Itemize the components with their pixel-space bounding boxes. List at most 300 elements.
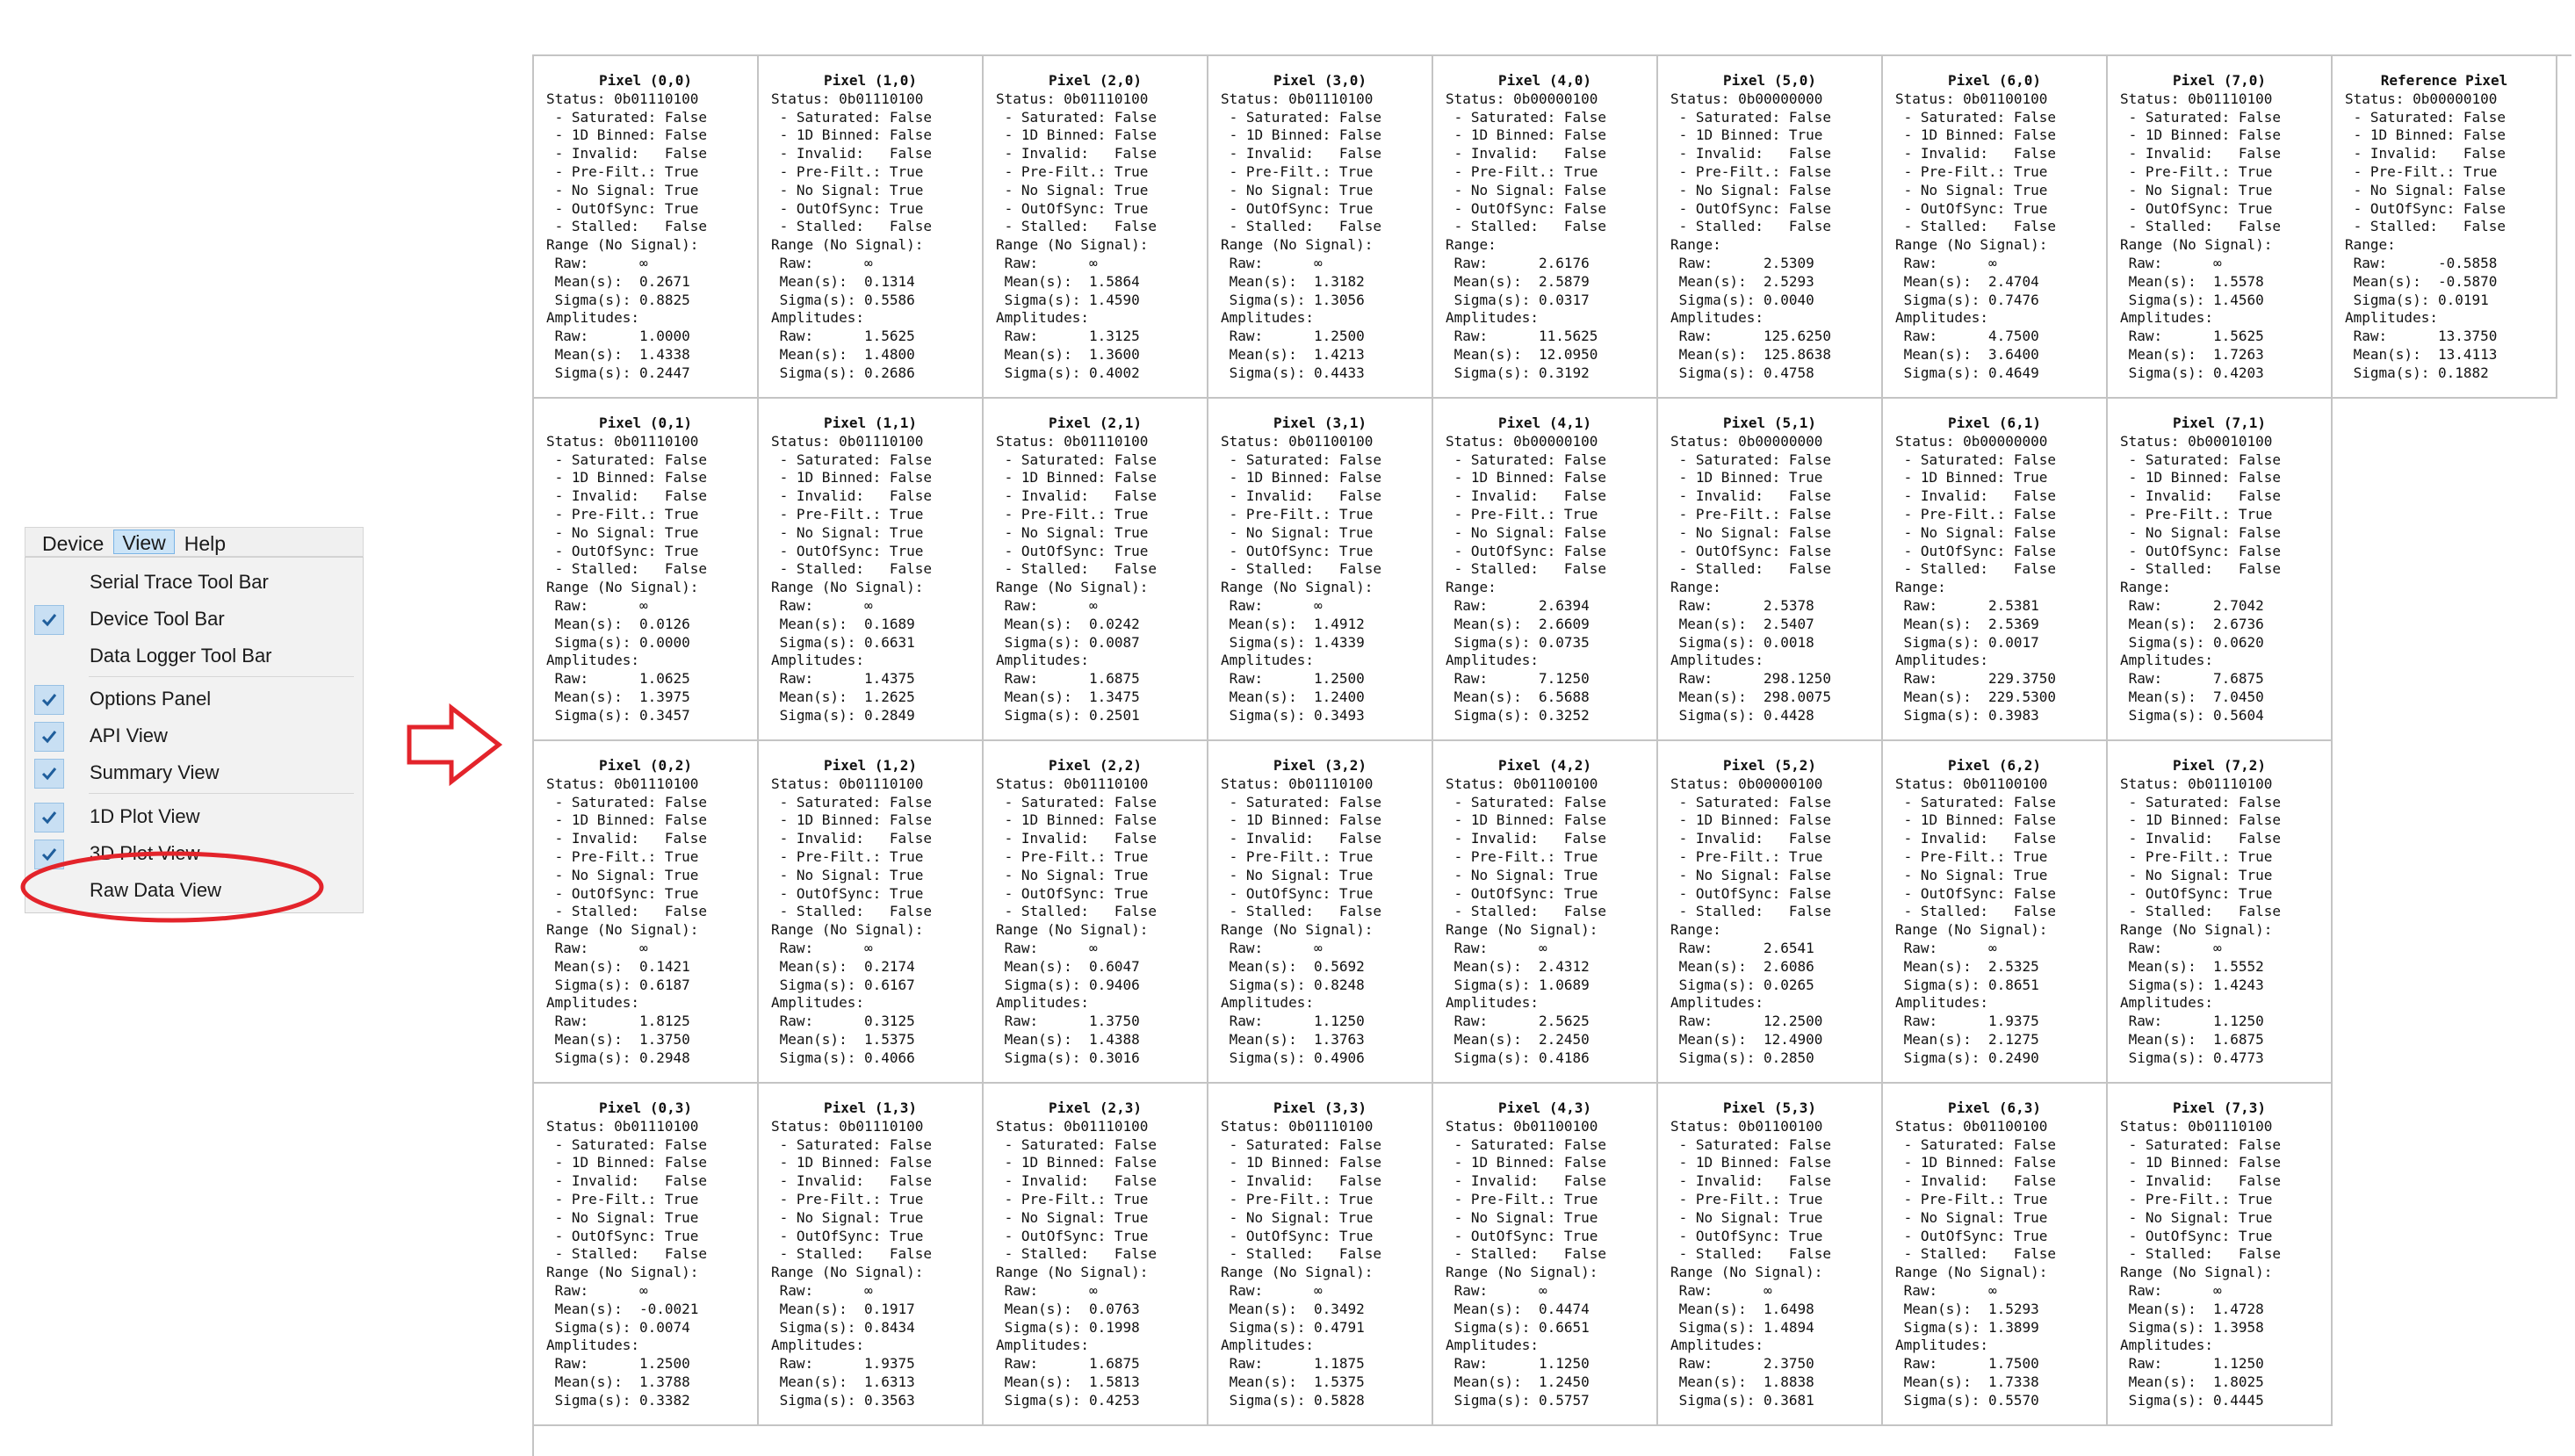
- field-label: Sigma(s):: [1895, 706, 1988, 724]
- pixel-field: [1221, 994, 1432, 1013]
- field-value: 0.0000: [638, 633, 690, 651]
- field-label: Raw:: [2120, 1013, 2213, 1030]
- field-label: Sigma(s):: [1895, 1391, 1988, 1409]
- menu-view[interactable]: View: [113, 530, 174, 554]
- pixel-field: [2345, 218, 2556, 236]
- menu-item-api-view[interactable]: [25, 719, 363, 754]
- field-label: Mean(s):: [1670, 615, 1764, 632]
- field-label: - Stalled:: [546, 218, 665, 235]
- field-label: Mean(s):: [1221, 957, 1314, 975]
- field-label: - Saturated:: [1670, 793, 1789, 811]
- field-value: 0.0265: [1763, 976, 1814, 993]
- field-label: - Saturated:: [1221, 450, 1339, 468]
- field-label: - OutOfSync:: [996, 199, 1114, 217]
- pixel-field: [1895, 977, 2106, 995]
- field-value: ∞: [2212, 1281, 2222, 1299]
- field-label: Status:: [1221, 432, 1289, 450]
- field-value: 0b01100100: [1288, 432, 1374, 450]
- field-value: True: [2238, 1208, 2273, 1226]
- pixel-field: [1446, 1013, 1656, 1031]
- field-value: 1.4894: [1763, 1318, 1814, 1336]
- menu-item-label: Options Panel: [90, 688, 212, 710]
- field-value: Range (No Signal):: [771, 921, 924, 939]
- pixel-field: [546, 255, 757, 273]
- menu-item-3d-plot-view[interactable]: [25, 837, 363, 872]
- field-value: 0.0735: [1538, 633, 1590, 651]
- field-value: True: [1338, 1190, 1374, 1207]
- field-value: 1.3788: [638, 1373, 690, 1390]
- pixel-field: [1446, 1154, 1656, 1172]
- pixel-field: [1446, 579, 1656, 597]
- field-label: - No Signal:: [1670, 181, 1789, 198]
- pixel-title: Pixel (6,2): [1948, 757, 2041, 774]
- field-value: False: [1338, 1135, 1382, 1153]
- field-label: - Saturated:: [2345, 108, 2463, 126]
- field-value: 2.4704: [1987, 272, 2039, 290]
- field-label: Mean(s):: [2120, 1030, 2213, 1048]
- field-label: - Invalid:: [771, 1172, 890, 1190]
- pixel-field: [1446, 506, 1656, 524]
- pixel-field: [2120, 543, 2331, 561]
- field-value: True: [1563, 1208, 1598, 1226]
- field-value: 12.2500: [1763, 1013, 1823, 1030]
- field-value: 0.3192: [1538, 364, 1590, 381]
- pixel-field: [1221, 182, 1432, 200]
- menu-item-options-panel[interactable]: [25, 682, 363, 717]
- pixel-field: [996, 145, 1207, 163]
- field-value: 1.3750: [638, 1030, 690, 1048]
- field-label: - Invalid:: [1670, 487, 1789, 505]
- field-label: Mean(s):: [1670, 957, 1764, 975]
- field-value: False: [1788, 866, 1832, 883]
- field-label: Sigma(s):: [771, 364, 864, 381]
- field-label: - OutOfSync:: [2120, 542, 2239, 559]
- field-value: False: [1563, 811, 1607, 829]
- pixel-field: [1670, 487, 1881, 506]
- field-label: - Stalled:: [1446, 903, 1564, 920]
- field-label: Mean(s):: [1221, 272, 1314, 290]
- pixel-field: [1221, 543, 1432, 561]
- field-value: 0.5757: [1538, 1391, 1590, 1409]
- field-value: 229.3750: [1987, 670, 2057, 688]
- field-value: 2.6736: [2212, 615, 2264, 632]
- field-label: Status:: [1895, 775, 1964, 792]
- field-value: False: [664, 830, 708, 847]
- field-value: 0.8651: [1987, 976, 2039, 993]
- field-value: True: [889, 181, 924, 198]
- menu-item-label: API View: [90, 724, 168, 746]
- field-label: - Saturated:: [1221, 108, 1339, 126]
- menu-item-summary-view[interactable]: [25, 756, 363, 791]
- field-value: False: [889, 1154, 933, 1171]
- pixel-field: [1895, 109, 2106, 127]
- pixel-field: [771, 1013, 982, 1031]
- field-value: False: [664, 1172, 708, 1190]
- pixel-field: [1446, 597, 1656, 616]
- pixel-field: [771, 794, 982, 812]
- field-value: 0.5692: [1313, 957, 1365, 975]
- pixel-field: [996, 1013, 1207, 1031]
- field-label: Sigma(s):: [771, 976, 864, 993]
- field-value: 0b01110100: [839, 1117, 924, 1135]
- menu-item-raw-data-view[interactable]: [25, 874, 363, 909]
- field-label: - No Signal:: [1895, 1208, 2014, 1226]
- field-value: 0b01110100: [839, 90, 924, 107]
- field-value: 2.7042: [2212, 596, 2264, 614]
- pixel-field: [1895, 1337, 2106, 1355]
- field-label: Mean(s):: [2120, 272, 2213, 290]
- menu-item-1d-plot-view[interactable]: [25, 800, 363, 835]
- field-label: - Stalled:: [1221, 903, 1339, 920]
- pixel-field: [1670, 273, 1881, 292]
- field-label: Amplitudes:: [1221, 309, 1314, 327]
- field-label: - Saturated:: [771, 450, 890, 468]
- field-value: False: [1788, 145, 1832, 162]
- field-label: - Pre-Filt.:: [996, 162, 1114, 180]
- pixel-field: [996, 292, 1207, 310]
- pixel-field: [546, 1301, 757, 1319]
- field-value: True: [2013, 866, 2048, 883]
- field-value: False: [2013, 487, 2057, 505]
- field-label: - Saturated:: [2120, 108, 2239, 126]
- field-label: - Invalid:: [771, 145, 890, 162]
- pixel-field: [2345, 200, 2556, 219]
- field-value: False: [1788, 1172, 1832, 1190]
- pixel-field: [771, 309, 982, 328]
- field-label: - OutOfSync:: [2345, 199, 2463, 217]
- field-label: - 1D Binned:: [546, 126, 665, 144]
- field-label: - Pre-Filt.:: [2120, 162, 2239, 180]
- field-label: Mean(s):: [546, 615, 639, 632]
- field-label: Raw:: [996, 1281, 1089, 1299]
- field-value: 1.3958: [2212, 1318, 2264, 1336]
- pixel-field: [1221, 1373, 1432, 1392]
- field-label: Status:: [1446, 1117, 1514, 1135]
- field-label: Raw:: [1670, 1355, 1764, 1373]
- pixel-field: [546, 1392, 757, 1410]
- field-value: True: [889, 884, 924, 902]
- field-value: ∞: [1313, 1281, 1323, 1299]
- field-label: Mean(s):: [1446, 1030, 1539, 1048]
- field-value: 1.8838: [1763, 1373, 1814, 1390]
- field-label: - Stalled:: [996, 560, 1114, 578]
- field-label: - OutOfSync:: [1670, 1227, 1789, 1244]
- pixel-cell: [2108, 741, 2333, 1084]
- pixel-field: [771, 579, 982, 597]
- pixel-field: [546, 1031, 757, 1049]
- pixel-field: [996, 940, 1207, 958]
- field-label: - Pre-Filt.:: [2120, 847, 2239, 865]
- field-value: False: [1114, 487, 1158, 505]
- field-label: - OutOfSync:: [2120, 884, 2239, 902]
- pixel-field: [1446, 903, 1656, 921]
- field-label: - Pre-Filt.:: [1446, 1190, 1564, 1207]
- pixel-field: [1221, 977, 1432, 995]
- field-value: False: [664, 1154, 708, 1171]
- pixel-field: [1221, 670, 1432, 688]
- pixel-cell: [534, 56, 759, 399]
- field-label: Mean(s):: [1446, 1373, 1539, 1390]
- pixel-field: [1670, 218, 1881, 236]
- pixel-field: [1221, 524, 1432, 543]
- pixel-field: [2120, 1013, 2331, 1031]
- field-label: - Saturated:: [2120, 1135, 2239, 1153]
- pixel-field: [1221, 451, 1432, 470]
- field-value: False: [1338, 450, 1382, 468]
- field-value: 0.4066: [863, 1049, 915, 1066]
- pixel-title: Pixel (4,0): [1498, 72, 1591, 89]
- pixel-field: [546, 1337, 757, 1355]
- pixel-field: [546, 597, 757, 616]
- field-label: - Stalled:: [1221, 560, 1339, 578]
- field-label: - No Signal:: [2120, 1208, 2239, 1226]
- field-label: Mean(s):: [2120, 345, 2213, 363]
- field-label: Raw:: [1895, 328, 1988, 345]
- menu-item-serial-trace-tool-bar[interactable]: [25, 566, 363, 601]
- pixel-cell: [1433, 56, 1658, 399]
- field-label: Amplitudes:: [1670, 652, 1764, 669]
- pixel-field: [1221, 1172, 1432, 1191]
- pixel-cell: [1883, 741, 2108, 1084]
- menu-device[interactable]: Device: [42, 532, 105, 555]
- field-label: Mean(s):: [2120, 1373, 2213, 1390]
- field-value: False: [2013, 1135, 2057, 1153]
- field-value: False: [2013, 542, 2057, 559]
- field-label: Sigma(s):: [996, 1391, 1089, 1409]
- field-value: 2.1275: [1987, 1030, 2039, 1048]
- field-label: Amplitudes:: [1446, 1337, 1539, 1354]
- field-label: Status:: [996, 432, 1064, 450]
- field-value: 0b01110100: [614, 90, 699, 107]
- pixel-cell: [759, 741, 984, 1084]
- field-label: - 1D Binned:: [996, 811, 1114, 829]
- pixel-field: [771, 1118, 982, 1136]
- field-value: 0.2850: [1763, 1049, 1814, 1066]
- field-label: - Saturated:: [2120, 450, 2239, 468]
- field-value: 0b01110100: [614, 432, 699, 450]
- pixel-field: [1670, 903, 1881, 921]
- field-label: Sigma(s):: [996, 706, 1089, 724]
- pixel-field: [1670, 109, 1881, 127]
- pixel-field: [1446, 830, 1656, 848]
- field-value: False: [2238, 523, 2282, 541]
- pixel-field: [546, 958, 757, 977]
- field-label: - Pre-Filt.:: [1221, 162, 1339, 180]
- field-label: Raw:: [1895, 1281, 1988, 1299]
- field-label: Status:: [1221, 1117, 1289, 1135]
- pixel-field: [546, 163, 757, 182]
- pixel-field: [771, 940, 982, 958]
- field-label: Sigma(s):: [1221, 364, 1314, 381]
- menu-help[interactable]: Help: [184, 532, 227, 555]
- field-label: Mean(s):: [1221, 615, 1314, 632]
- pixel-field: [996, 579, 1207, 597]
- pixel-field: [771, 469, 982, 487]
- pixel-field: [2120, 688, 2331, 707]
- field-label: Mean(s):: [771, 1030, 864, 1048]
- field-value: False: [1788, 523, 1832, 541]
- field-value: ∞: [1538, 1281, 1547, 1299]
- pixel-field: [1446, 163, 1656, 182]
- field-label: - Pre-Filt.:: [996, 847, 1114, 865]
- field-label: - OutOfSync:: [996, 1227, 1114, 1244]
- menu-item-label: 1D Plot View: [90, 805, 200, 827]
- field-value: False: [664, 487, 708, 505]
- field-value: False: [2013, 218, 2057, 235]
- field-label: - No Signal:: [996, 181, 1114, 198]
- pixel-title: Pixel (2,1): [1049, 414, 1142, 431]
- field-label: Mean(s):: [1221, 688, 1314, 705]
- pixel-field: [2345, 292, 2556, 310]
- field-label: - 1D Binned:: [1895, 1154, 2014, 1171]
- field-label: Raw:: [1670, 1281, 1764, 1299]
- pixel-cell: [2108, 1084, 2333, 1426]
- field-label: Amplitudes:: [1895, 1337, 1988, 1354]
- field-value: 0.3983: [1987, 706, 2039, 724]
- field-label: Raw:: [1670, 328, 1764, 345]
- field-value: True: [664, 884, 699, 902]
- field-value: 0.6651: [1538, 1318, 1590, 1336]
- pixel-field: [1446, 364, 1656, 383]
- pixel-cell: [2108, 56, 2333, 399]
- field-value: Range (No Signal):: [1446, 921, 1598, 939]
- pixel-field: [1895, 451, 2106, 470]
- field-label: - Stalled:: [1670, 218, 1789, 235]
- field-value: Range (No Signal):: [1670, 1264, 1823, 1281]
- menu-item-data-logger-tool-bar[interactable]: [25, 639, 363, 674]
- field-label: Sigma(s):: [1221, 1049, 1314, 1066]
- field-value: True: [1338, 199, 1374, 217]
- pixel-field: [1670, 126, 1881, 145]
- field-label: Status:: [546, 1117, 615, 1135]
- field-label: - Stalled:: [1446, 218, 1564, 235]
- field-label: - No Signal:: [1221, 181, 1339, 198]
- pixel-field: [546, 867, 757, 885]
- field-value: 1.9375: [863, 1355, 915, 1373]
- field-value: False: [2238, 542, 2282, 559]
- field-value: 0.4253: [1088, 1391, 1140, 1409]
- pixel-field: [1670, 524, 1881, 543]
- pixel-field: [1670, 364, 1881, 383]
- field-value: 2.5625: [1538, 1013, 1590, 1030]
- field-label: Status:: [546, 775, 615, 792]
- field-label: - Saturated:: [996, 450, 1114, 468]
- field-value: True: [2238, 1190, 2273, 1207]
- pixel-field: [996, 775, 1207, 794]
- field-label: Sigma(s):: [1670, 364, 1764, 381]
- field-label: - No Signal:: [771, 181, 890, 198]
- field-label: Mean(s):: [546, 345, 639, 363]
- field-label: - Saturated:: [1221, 793, 1339, 811]
- pixel-field: [1895, 1013, 2106, 1031]
- pixel-field: [1221, 346, 1432, 364]
- field-label: - Stalled:: [1895, 560, 2014, 578]
- pixel-field: [1446, 1337, 1656, 1355]
- field-label: Sigma(s):: [1446, 1391, 1539, 1409]
- field-label: - OutOfSync:: [1221, 542, 1339, 559]
- pixel-field: [1221, 273, 1432, 292]
- pixel-field: [1221, 309, 1432, 328]
- field-value: True: [1114, 523, 1149, 541]
- field-value: 1.9375: [1987, 1013, 2039, 1030]
- field-label: Amplitudes:: [996, 1337, 1089, 1354]
- pixel-field: [1221, 236, 1432, 255]
- pixel-field: [771, 1392, 982, 1410]
- field-value: 1.4728: [2212, 1300, 2264, 1317]
- field-label: Amplitudes:: [996, 652, 1089, 669]
- pixel-field: [2120, 940, 2331, 958]
- field-value: False: [1338, 811, 1382, 829]
- field-value: 1.3750: [1088, 1013, 1140, 1030]
- menu-item-device-tool-bar[interactable]: [25, 602, 363, 638]
- pixel-field: [771, 707, 982, 725]
- pixel-field: [996, 200, 1207, 219]
- field-label: - No Signal:: [2120, 181, 2239, 198]
- pixel-field: [546, 830, 757, 848]
- pixel-field: [546, 451, 757, 470]
- pixel-field: [1895, 255, 2106, 273]
- pixel-title: Pixel (3,0): [1273, 72, 1367, 89]
- pixel-field: [546, 273, 757, 292]
- field-value: 0.2174: [863, 957, 915, 975]
- field-label: - OutOfSync:: [1446, 199, 1564, 217]
- pixel-field: [771, 616, 982, 634]
- field-value: 1.4243: [2212, 976, 2264, 993]
- field-value: ∞: [1987, 1281, 1997, 1299]
- pixel-field: [996, 977, 1207, 995]
- pixel-field: [1895, 940, 2106, 958]
- pixel-field: [2120, 707, 2331, 725]
- field-value: False: [2463, 218, 2506, 235]
- field-label: - Invalid:: [1221, 145, 1339, 162]
- field-label: Status:: [771, 432, 840, 450]
- field-value: Range (No Signal):: [1221, 579, 1374, 596]
- field-value: 2.5407: [1763, 615, 1814, 632]
- field-value: 0b01100100: [1963, 90, 2048, 107]
- field-value: False: [2463, 126, 2506, 144]
- field-label: - 1D Binned:: [546, 469, 665, 487]
- field-value: 1.1250: [2212, 1355, 2264, 1373]
- field-label: Status:: [2120, 432, 2189, 450]
- pixel-field: [1895, 958, 2106, 977]
- pixel-field: [1895, 1136, 2106, 1155]
- pixel-field: [1446, 126, 1656, 145]
- pixel-field: [771, 1355, 982, 1373]
- field-value: 1.3125: [1088, 328, 1140, 345]
- pixel-field: [2120, 433, 2331, 451]
- field-label: - 1D Binned:: [1670, 469, 1789, 487]
- pixel-field: [1446, 688, 1656, 707]
- pixel-field: [1670, 958, 1881, 977]
- field-label: Status:: [1670, 432, 1739, 450]
- pixel-field: [1221, 1031, 1432, 1049]
- pixel-field: [2120, 109, 2331, 127]
- field-value: Range (No Signal):: [2120, 236, 2273, 254]
- field-value: 0.4203: [2212, 364, 2264, 381]
- pixel-field: [1221, 163, 1432, 182]
- field-value: 1.4213: [1313, 345, 1365, 363]
- field-value: False: [1338, 469, 1382, 487]
- pixel-field: [1895, 830, 2106, 848]
- field-value: True: [1563, 847, 1598, 865]
- field-value: True: [1788, 1190, 1823, 1207]
- pixel-field: [546, 775, 757, 794]
- field-label: Mean(s):: [1895, 615, 1988, 632]
- field-label: - Saturated:: [1895, 793, 2014, 811]
- pixel-field: [546, 921, 757, 940]
- pixel-field: [1221, 145, 1432, 163]
- field-label: - 1D Binned:: [771, 126, 890, 144]
